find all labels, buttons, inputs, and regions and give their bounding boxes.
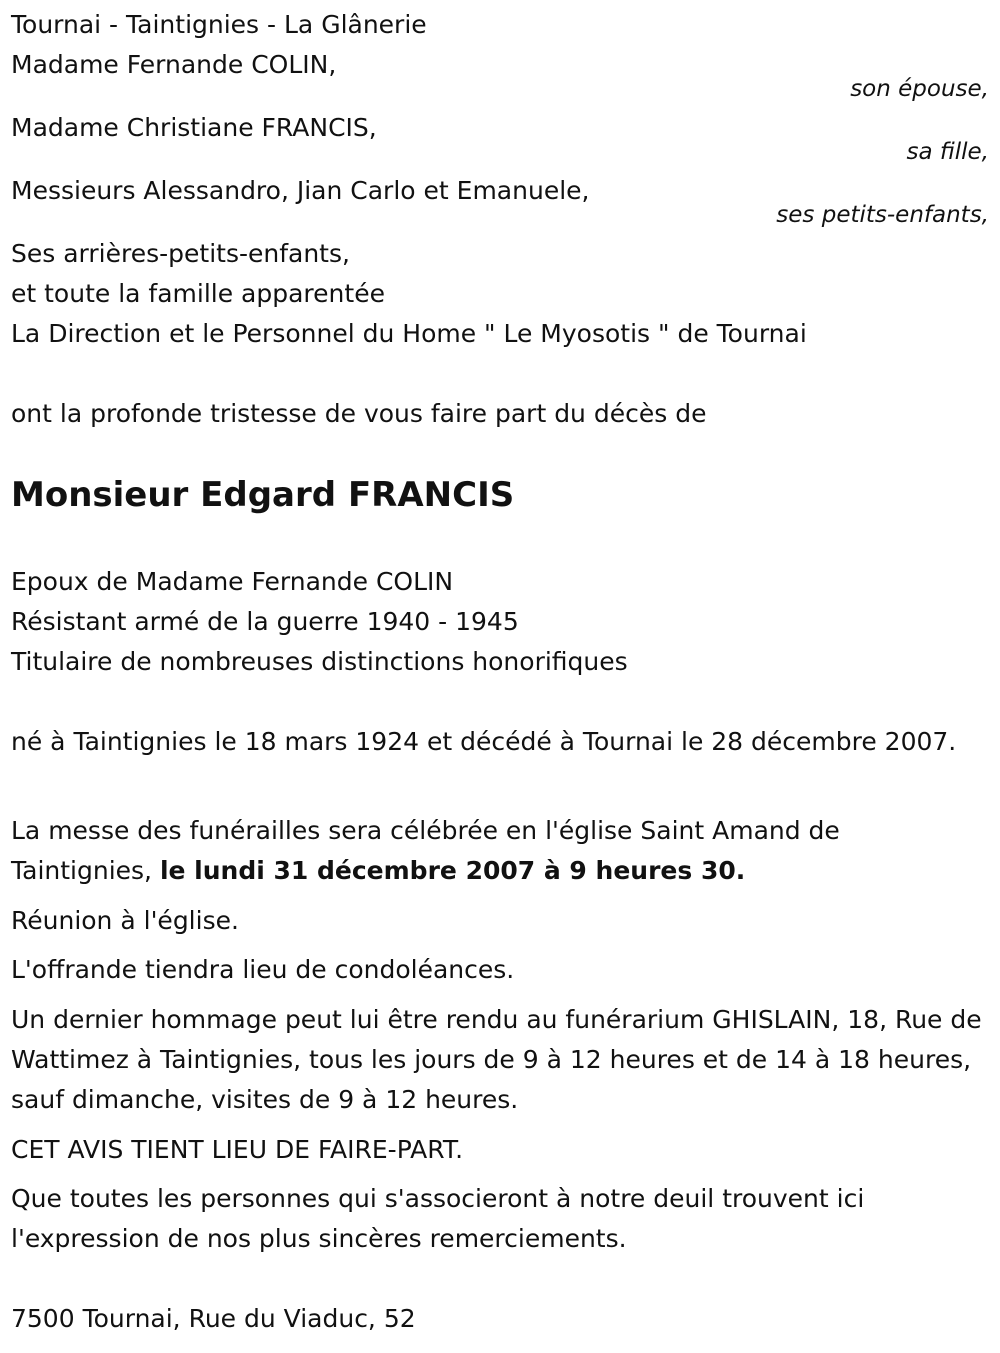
offering-text: L'offrande tiendra lieu de condoléances. xyxy=(11,955,515,984)
family-member-name: Madame Christiane FRANCIS, xyxy=(11,113,377,142)
family-member-role: son épouse, xyxy=(850,76,989,102)
family-member-name: Madame Fernande COLIN, xyxy=(11,50,337,79)
deceased-detail: Titulaire de nombreuses distinctions honorifiques xyxy=(11,647,628,676)
funeral-mass-location: La messe des funérailles sera célébrée en l'église Saint Amand de Taintignies, xyxy=(11,816,840,885)
other-relatives-line: La Direction et le Personnel du Home " Le Myosotis " de Tournai xyxy=(11,319,807,348)
family-member-role: ses petits-enfants, xyxy=(776,202,989,228)
family-member-name: Messieurs Alessandro, Jian Carlo et Emanuele, xyxy=(11,176,590,205)
location-line: Tournai - Taintignies - La Glânerie xyxy=(11,10,427,39)
funeral-mass-text xyxy=(11,811,986,891)
address-line: 7500 Tournai, Rue du Viaduc, 52 xyxy=(11,1304,416,1333)
meeting-text: Réunion à l'église. xyxy=(11,906,239,935)
deceased-detail: Epoux de Madame Fernande COLIN xyxy=(11,567,454,596)
funeral-mass-time: le lundi 31 décembre 2007 à 9 heures 30. xyxy=(159,856,746,885)
other-relatives-line: et toute la famille apparentée xyxy=(11,279,385,308)
other-relatives-line: Ses arrières-petits-enfants, xyxy=(11,239,350,268)
announcement-text: ont la profonde tristesse de vous faire part du décès de xyxy=(11,399,707,428)
deceased-detail: Résistant armé de la guerre 1940 - 1945 xyxy=(11,607,519,636)
homage-text: Un dernier hommage peut lui être rendu au funérarium GHISLAIN, 18, Rue de Wattimez à Taintignies, tous les jours de 9 à 12 heures et de 14 à 18 heures, sauf dimanche, visites de 9 à 12 heures. xyxy=(11,1005,982,1114)
thanks-text: Que toutes les personnes qui s'associeront à notre deuil trouvent ici l'expression de nos plus sincères remerciements. xyxy=(11,1184,865,1253)
notice-text: CET AVIS TIENT LIEU DE FAIRE-PART. xyxy=(11,1135,464,1164)
deceased-name: Monsieur Edgard FRANCIS xyxy=(11,475,515,515)
birth-death-text: né à Taintignies le 18 mars 1924 et décédé à Tournai le 28 décembre 2007. xyxy=(11,727,957,756)
family-member-role: sa fille, xyxy=(906,139,989,165)
